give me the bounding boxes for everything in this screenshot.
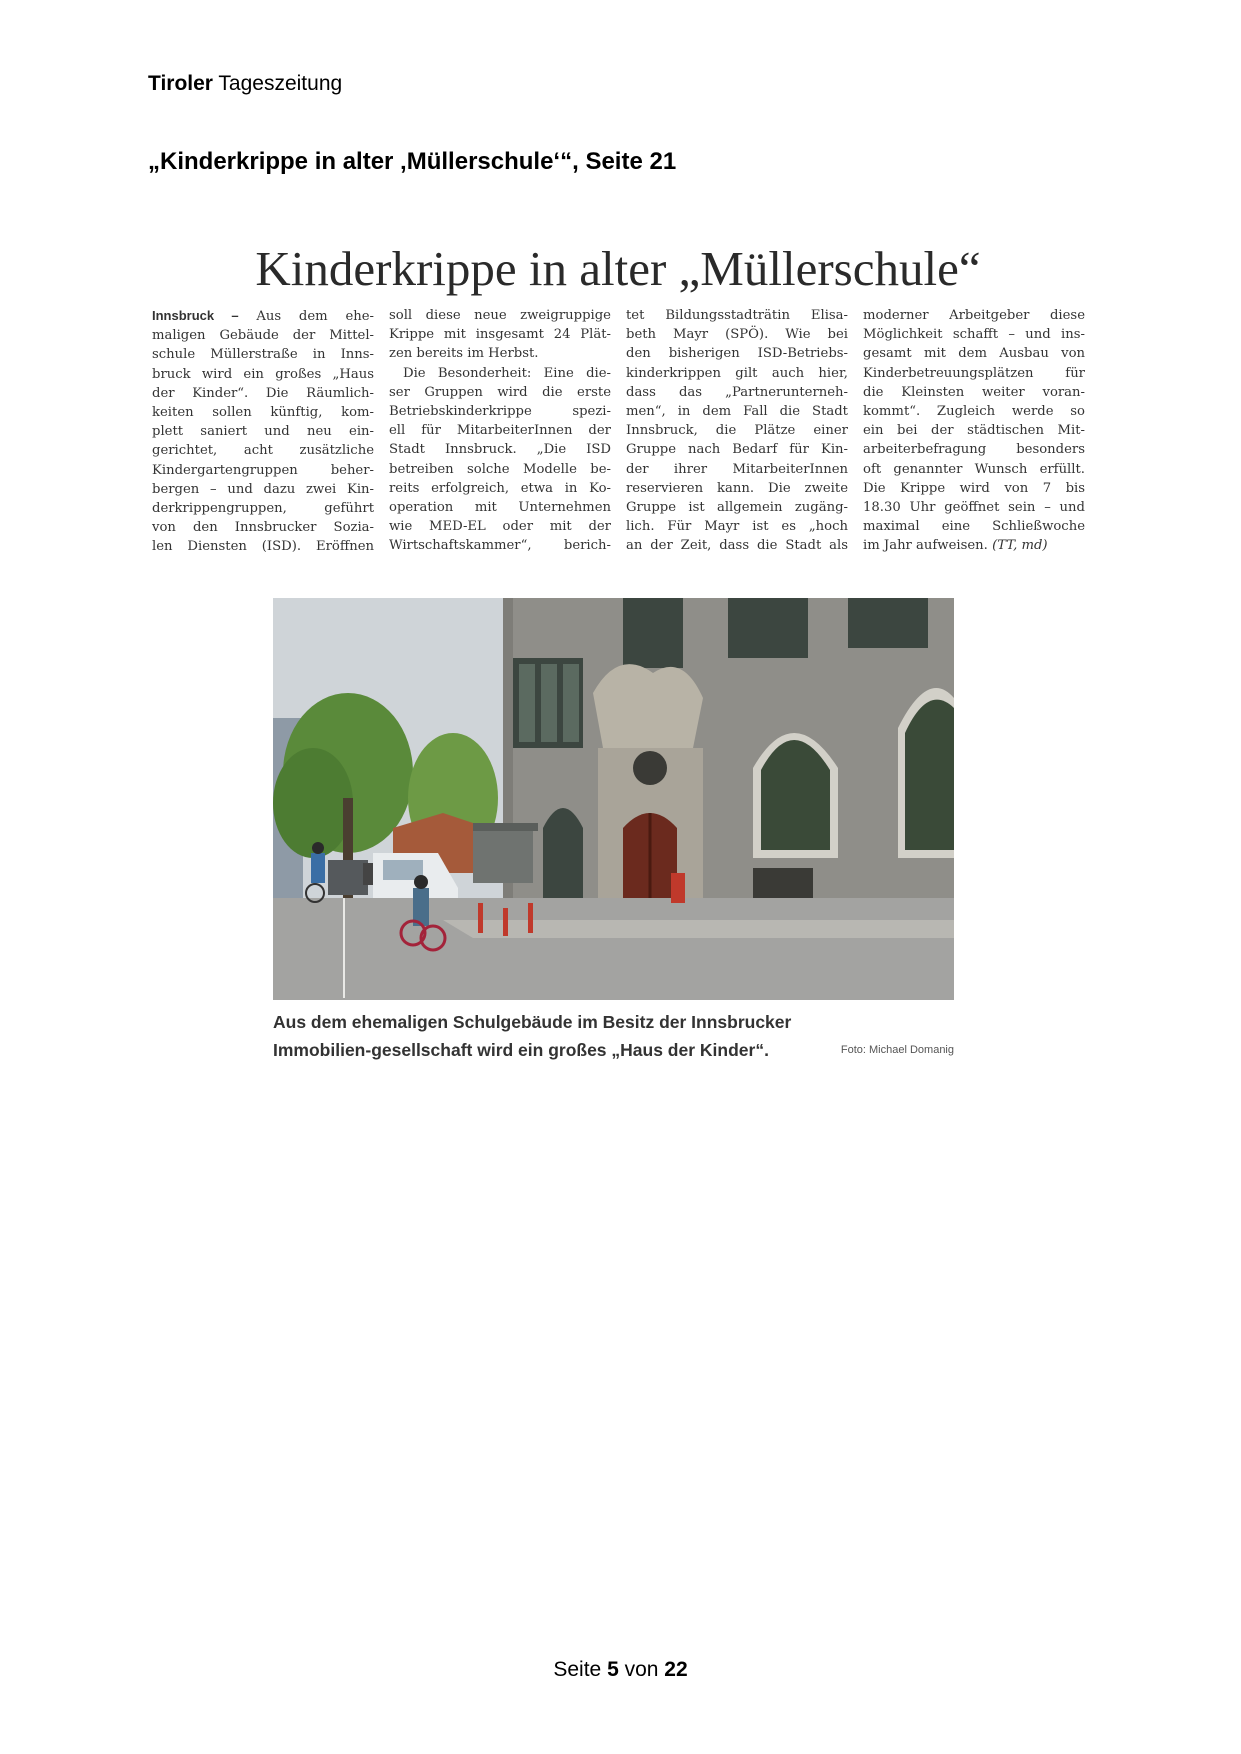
article-line: Stadt Innsbruck. „Die ISD — [389, 442, 611, 458]
article-dateline: Innsbruck – — [152, 308, 239, 323]
article-line: an der Zeit, dass die Stadt als — [626, 538, 848, 554]
article-line: ser Gruppen wird die erste — [389, 384, 611, 400]
article-line: Die Besonderheit: Eine die- — [403, 365, 611, 381]
article-column-1 — [152, 306, 374, 557]
article-line: ell für MitarbeiterInnen der — [389, 423, 611, 439]
article-line: moderner Arbeitgeber diese — [863, 308, 1085, 323]
publication-name — [148, 72, 342, 96]
article-line: Wirtschaftskammer“, berich- — [389, 538, 611, 554]
article-line: maligen Gebäude der Mittel- — [152, 328, 374, 344]
article-line: operation mit Unternehmen — [389, 500, 611, 516]
article-line: Betriebskinderkrippe spezi- — [389, 404, 611, 420]
article-body — [152, 306, 1084, 568]
article-line: plett saniert und neu ein- — [152, 424, 374, 440]
article-line: wie MED-EL oder mit der — [389, 519, 611, 535]
article-line: im Jahr aufweisen. (TT, md) — [863, 538, 1048, 554]
article-line: Innsbruck – Aus dem ehe- — [152, 308, 375, 324]
article-line: Gruppe ist allgemein zugäng- — [626, 500, 848, 516]
article-line: kinderkrippen gilt auch hier, — [626, 365, 848, 381]
article-line: der Kinder“. Die Räumlich- — [152, 385, 374, 401]
article-line: gesamt mit dem Ausbau von — [863, 346, 1085, 362]
article-byline: (TT, md) — [992, 538, 1048, 554]
article-line: reits erfolgreich, etwa in Ko- — [389, 480, 611, 496]
newspaper-clipping — [148, 228, 1088, 1068]
article-line: keiten sollen künftig, kom- — [152, 405, 374, 421]
clip-title: „Kinderkrippe in alter ‚Müllerschule‘“, Seite 21 — [148, 148, 677, 175]
article-column-2 — [389, 306, 611, 556]
article-line: gerichtet, acht zusätzliche — [152, 443, 374, 459]
article-line: den bisherigen ISD-Betriebs- — [626, 346, 848, 362]
article-line: Möglichkeit schafft – und ins- — [863, 327, 1085, 343]
article-line: schule Müllerstraße in Inns- — [152, 347, 374, 363]
article-column-3 — [626, 306, 848, 556]
article-line: von den Innsbrucker Sozia- — [152, 520, 374, 536]
publication-name-bold: Tiroler — [148, 72, 213, 95]
page-number: Seite 5 von 22 — [553, 1658, 688, 1681]
photo-credit: Foto: Michael Domanig — [840, 1044, 954, 1056]
article-line: Gruppe nach Bedarf für Kin- — [626, 442, 848, 458]
article-line: Krippe mit insgesamt 24 Plät- — [389, 327, 611, 343]
article-line: der ihrer MitarbeiterInnen — [626, 461, 848, 477]
article-headline: Kinderkrippe in alter „Müllerschule“ — [255, 241, 981, 296]
publication-name-rest: Tageszeitung — [212, 72, 343, 95]
article-line: kommt“. Zugleich werde so — [863, 404, 1085, 420]
article-line: soll diese neue zweigruppige — [389, 308, 611, 323]
article-line: Innsbruck, die Plätze einer — [626, 423, 848, 439]
total-pages: 22 — [664, 1658, 688, 1681]
photo-caption-text: Aus dem ehemaligen Schulgebäude im Besitz der Innsbrucker Immobilien-gesellschaft wird ein großes „Haus der Kinder“. — [273, 1012, 792, 1060]
article-line: reservieren kann. Die zweite — [626, 480, 848, 496]
article-line: ein bei der städtischen Mit- — [863, 423, 1085, 439]
article-line: maximal eine Schließwoche — [863, 519, 1085, 535]
article-line: beth Mayr (SPÖ). Wie bei — [626, 327, 848, 343]
article-line: zen bereits im Herbst. — [389, 346, 539, 362]
current-page: 5 — [607, 1658, 619, 1681]
article-line: bergen – und dazu zwei Kin- — [152, 481, 374, 497]
article-line: Kinderbetreuungsplätzen für — [863, 365, 1085, 381]
article-line: men“, in dem Fall die Stadt — [626, 404, 848, 420]
article-line: Die Krippe wird von 7 bis — [863, 480, 1085, 496]
article-line: lich. Für Mayr ist es „hoch — [626, 519, 848, 535]
article-line: tet Bildungsstadträtin Elisa- — [626, 308, 848, 323]
photo-caption — [273, 1008, 954, 1068]
article-line: die Kleinsten weiter voran- — [863, 384, 1085, 400]
article-line: derkrippengruppen, geführt — [152, 501, 374, 517]
article-line: betreiben solche Modelle be- — [389, 461, 611, 477]
article-line: len Diensten (ISD). Eröffnen — [152, 539, 374, 555]
article-column-4 — [863, 306, 1085, 556]
article-photo — [273, 598, 954, 1000]
article-line: bruck wird ein großes „Haus — [152, 366, 374, 382]
article-line: dass das „Partnerunterneh- — [626, 384, 848, 400]
article-line: arbeiterbefragung besonders — [863, 442, 1085, 458]
article-line: oft genannter Wunsch erfüllt. — [863, 461, 1085, 477]
article-line: 18.30 Uhr geöffnet sein – und — [863, 500, 1085, 516]
article-line: Kindergartengruppen beher- — [152, 462, 374, 478]
